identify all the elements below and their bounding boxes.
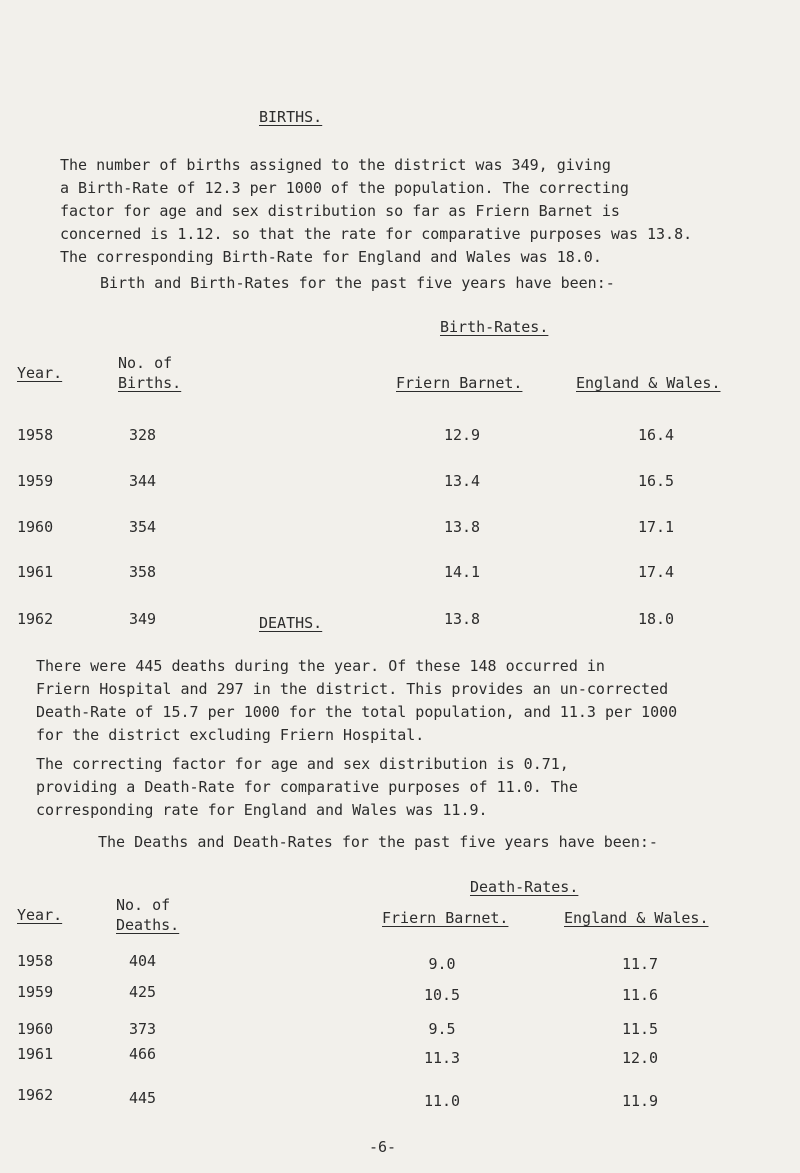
births-row-1958-local: 12.9	[443, 426, 481, 444]
births-row-1962-national: 18.0	[637, 610, 675, 628]
births-row-1958-count: 328	[129, 426, 157, 444]
births-row-1958-national: 16.4	[637, 426, 675, 444]
births-row-1960-local: 13.8	[443, 518, 481, 536]
births-col-local: Friern Barnet.	[396, 374, 523, 392]
deaths-row-1961-local: 11.3	[423, 1049, 461, 1067]
births-row-1959-national: 16.5	[637, 472, 675, 490]
deaths-row-1959-count: 425	[129, 983, 157, 1001]
deaths-row-1959-local: 10.5	[423, 986, 461, 1004]
deaths-row-1959-year: 1959	[17, 983, 54, 1001]
deaths-col-count-line1: No. of	[116, 896, 171, 914]
births-row-1958-year: 1958	[17, 426, 54, 444]
deaths-row-1958-local: 9.0	[428, 955, 456, 973]
deaths-row-1961-national: 12.0	[621, 1049, 659, 1067]
deaths-row-1959-national: 11.6	[621, 986, 659, 1004]
deaths-row-1962-local: 11.0	[423, 1092, 461, 1110]
deaths-col-local: Friern Barnet.	[382, 909, 509, 927]
births-row-1962-count: 349	[129, 610, 157, 628]
births-row-1959-local: 13.4	[443, 472, 481, 490]
births-row-1962-local: 13.8	[443, 610, 481, 628]
births-row-1962-year: 1962	[17, 610, 54, 628]
deaths-row-1962-year: 1962	[17, 1086, 54, 1104]
deaths-row-1958-count: 404	[129, 952, 157, 970]
deaths-row-1961-count: 466	[129, 1045, 157, 1063]
births-col-national: England & Wales.	[576, 374, 721, 392]
deaths-row-1960-year: 1960	[17, 1020, 54, 1038]
deaths-row-1958-national: 11.7	[621, 955, 659, 973]
deaths-paragraph-1: There were 445 deaths during the year. Of these 148 occurred in Friern Hospital and 297 in the district. This provides an un-corrected Death-Rate of 15.7 per 1000 for the total population, and 11.3 per 1000 for the district excluding Friern Hospital.	[36, 657, 678, 744]
deaths-intro: The Deaths and Death-Rates for the past five years have been:-	[98, 833, 658, 851]
deaths-row-1960-count: 373	[129, 1020, 157, 1038]
births-col-count-line2: Births.	[118, 374, 182, 392]
deaths-row-1961-year: 1961	[17, 1045, 54, 1063]
births-intro: Birth and Birth-Rates for the past five years have been:-	[100, 274, 615, 292]
births-group-header: Birth-Rates.	[440, 318, 549, 336]
births-row-1961-local: 14.1	[443, 563, 481, 581]
deaths-col-year: Year.	[17, 906, 63, 924]
births-col-count-line1: No. of	[118, 354, 173, 372]
deaths-heading: DEATHS.	[259, 614, 323, 632]
deaths-paragraph-2: The correcting factor for age and sex distribution is 0.71, providing a Death-Rate for comparative purposes of 11.0. The corresponding rate for England and Wales was 11.9.	[36, 755, 578, 819]
births-row-1960-national: 17.1	[637, 518, 675, 536]
births-row-1960-year: 1960	[17, 518, 54, 536]
births-row-1961-year: 1961	[17, 563, 54, 581]
deaths-col-national: England & Wales.	[564, 909, 709, 927]
births-row-1961-count: 358	[129, 563, 157, 581]
deaths-row-1960-local: 9.5	[428, 1020, 456, 1038]
births-row-1959-year: 1959	[17, 472, 54, 490]
births-heading: BIRTHS.	[259, 108, 323, 126]
page-number: -6-	[369, 1138, 397, 1156]
deaths-row-1962-national: 11.9	[621, 1092, 659, 1110]
births-col-year: Year.	[17, 364, 63, 382]
deaths-group-header: Death-Rates.	[470, 878, 579, 896]
deaths-row-1958-year: 1958	[17, 952, 54, 970]
deaths-row-1960-national: 11.5	[621, 1020, 659, 1038]
births-paragraph: The number of births assigned to the district was 349, giving a Birth-Rate of 12.3 per 1000 of the population. The correcting factor for age and sex distribution so far as Friern Barnet is concerned is 1.12. so that the rate for comparative purposes was 13.8. The corresponding Birth-Rate for England and Wales was 18.0.	[60, 156, 693, 266]
births-row-1960-count: 354	[129, 518, 157, 536]
deaths-col-count-line2: Deaths.	[116, 916, 180, 934]
deaths-row-1962-count: 445	[129, 1089, 157, 1107]
births-row-1959-count: 344	[129, 472, 157, 490]
births-row-1961-national: 17.4	[637, 563, 675, 581]
